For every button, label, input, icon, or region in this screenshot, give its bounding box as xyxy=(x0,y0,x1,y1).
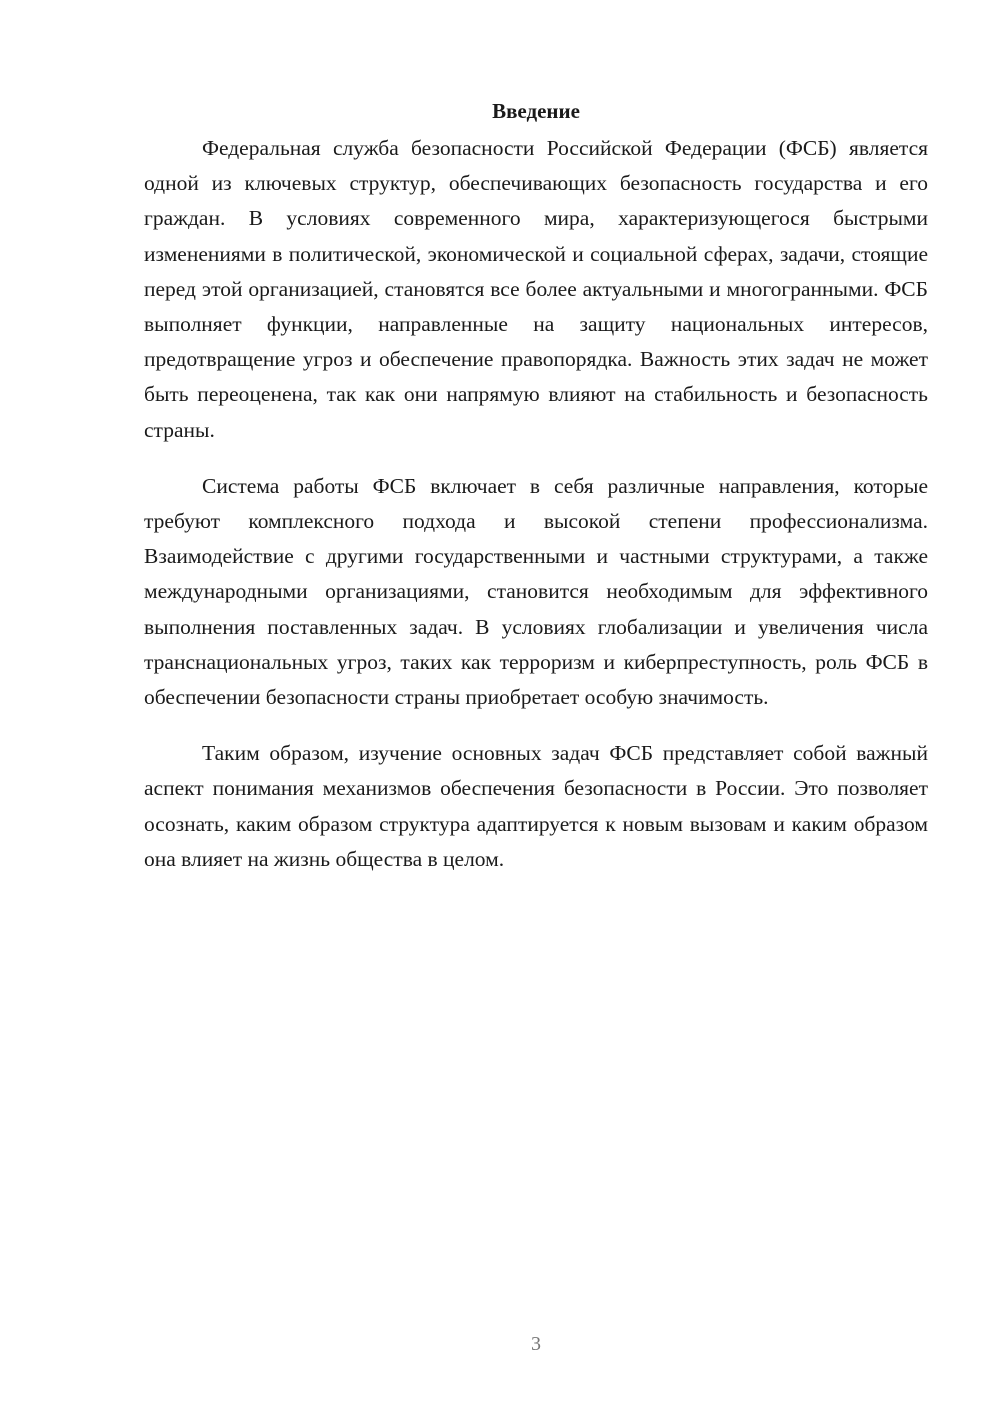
page-number: 3 xyxy=(531,1333,541,1355)
paragraph-3: Таким образом, изучение основных задач ФСБ представляет собой важный аспект понимания механизмов обеспечения безопасности в России. Это позволяет осознать, каким образом структура адаптируется к новым вызовам и каким образом она влияет на жизнь общества в целом. xyxy=(144,741,928,871)
page-content xyxy=(144,96,928,898)
paragraph-2: Система работы ФСБ включает в себя различные направления, которые требуют комплексного подхода и высокой степени профессионализма. Взаимодействие с другими государственными и частными структурами, а также международными организациями, становится необходимым для эффективного выполнения поставленных задач. В условиях глобализации и увеличения числа транснациональных угроз, таких как терроризм и киберпреступность, роль ФСБ в обеспечении безопасности страны приобретает особую значимость. xyxy=(144,473,928,710)
section-title: Введение xyxy=(492,99,580,123)
paragraph-1: Федеральная служба безопасности Российской Федерации (ФСБ) является одной из ключевых структур, обеспечивающих безопасность государства и его граждан. В условиях современного мира, характеризующегося быстрыми изменениями в политической, экономической и социальной сферах, задачи, стоящие перед этой организацией, становятся все более актуальными и многогранными. ФСБ выполняет функции, направленные на защиту национальных интересов, предотвращение угроз и обеспечение правопорядка. Важность этих задач не может быть переоценена, так как они напрямую влияют на стабильность и безопасность страны. xyxy=(144,136,928,442)
